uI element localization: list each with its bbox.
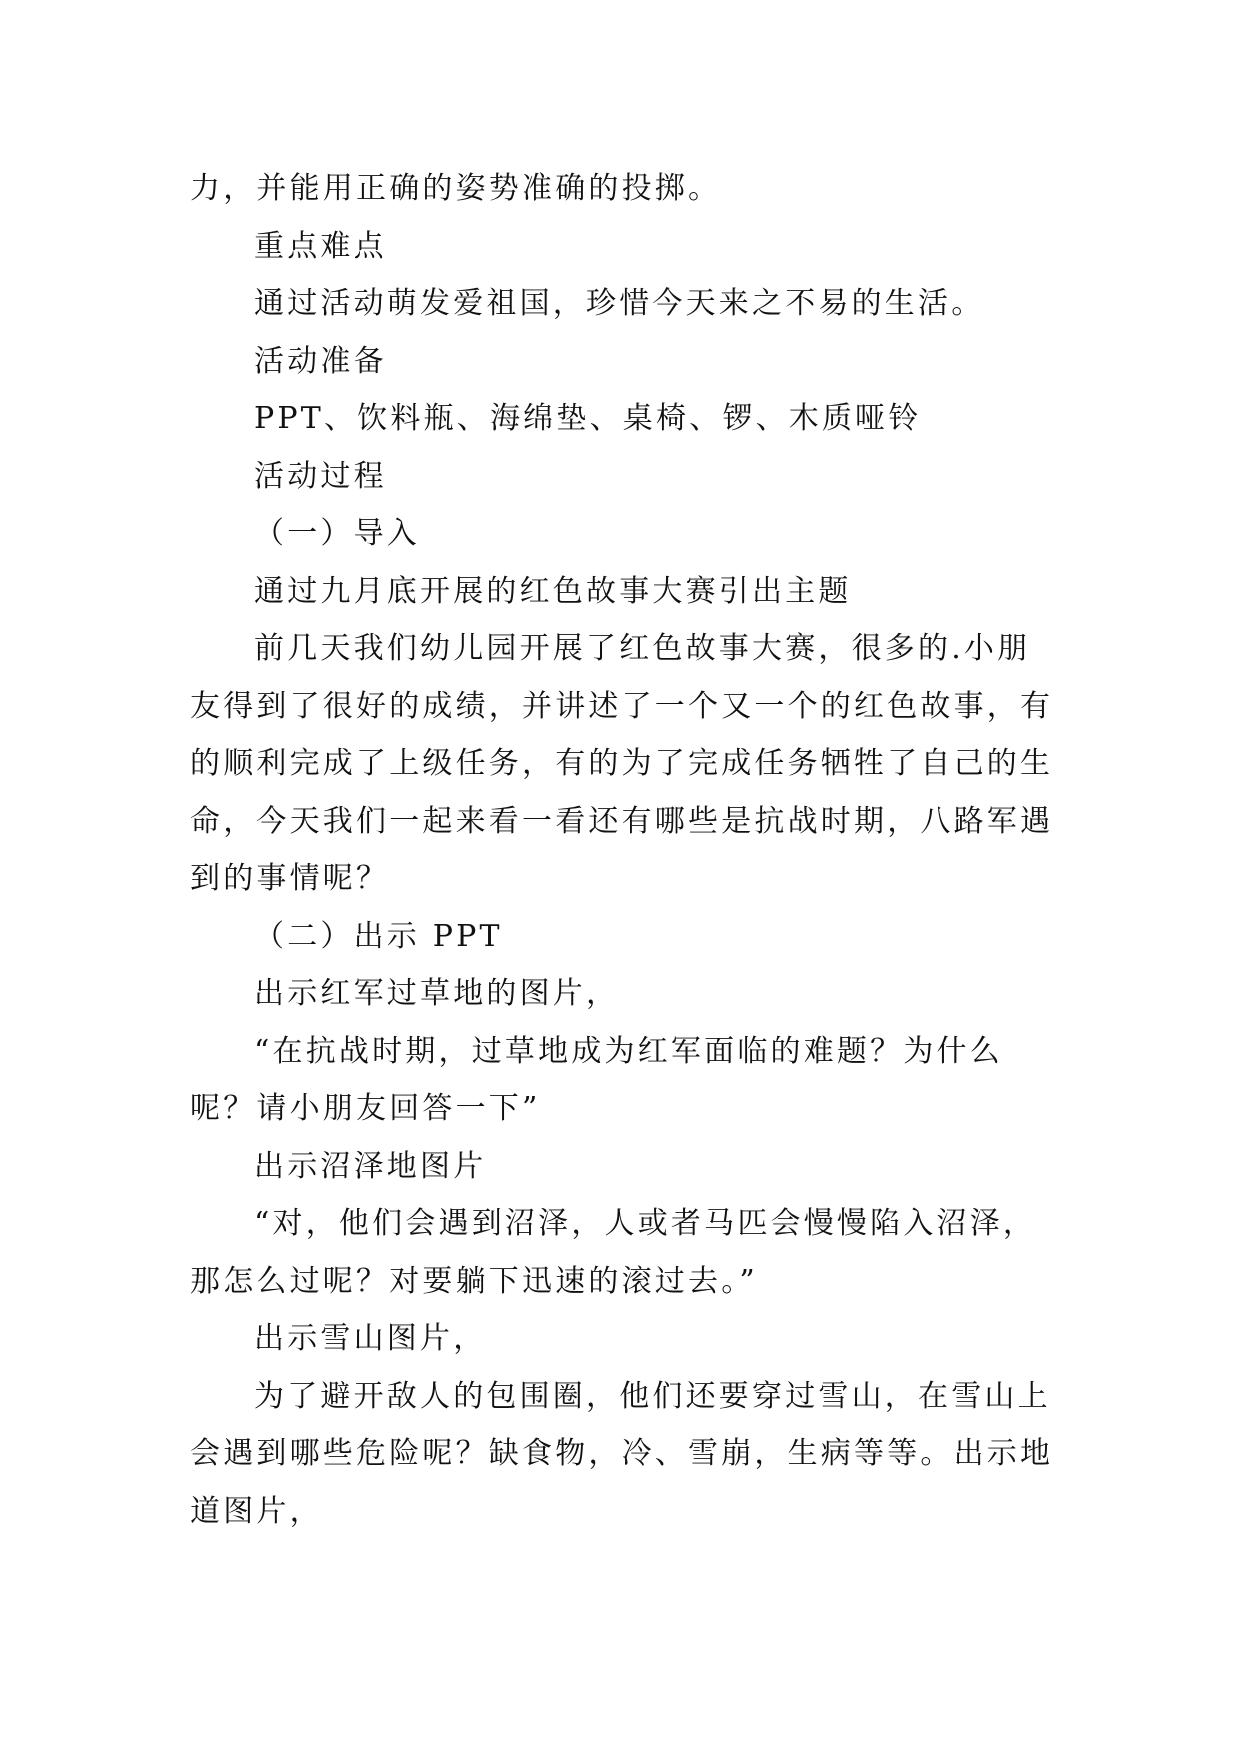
text-line: 通过活动萌发爱祖国，珍惜今天来之不易的生活。 [254,286,985,321]
text-line: 会遇到哪些危险呢？缺食物，冷、雪崩，生病等等。出示地 [190,1436,1054,1471]
text-line: 呢？请小朋友回答一下” [190,1091,541,1126]
text-line: （一）导入 [254,516,420,551]
text-line: （二）出示 PPT [254,918,503,954]
text-line: 道图片， [190,1493,323,1529]
text-line: 出示雪山图片， [254,1321,487,1356]
text-line: 重点难点 [254,228,387,264]
text-line: 活动准备 [254,343,387,379]
text-line: 通过九月底开展的红色故事大赛引出主题 [254,573,852,609]
text-line: 到的事情呢？ [190,861,390,896]
text-line: 命，今天我们一起来看一看还有哪些是抗战时期，八路军遇 [190,803,1054,839]
text-line: “对，他们会遇到沼泽，人或者马匹会慢慢陷入沼泽， [254,1206,1037,1241]
text-line: 活动过程 [254,458,387,494]
text-line: 出示红军过草地的图片， [254,976,620,1011]
text-line: 的顺利完成了上级任务，有的为了完成任务牺牲了自己的生 [190,746,1054,781]
text-line: 那怎么过呢？对要躺下迅速的滚过去。” [190,1263,758,1299]
text-line: 为了避开敌人的包围圈，他们还要穿过雪山，在雪山上 [254,1378,1051,1414]
text-line: PPT、饮料瓶、海绵垫、桌椅、锣、木质哑铃 [254,401,922,436]
text-line: 前几天我们幼儿园开展了红色故事大赛，很多的.小朋 [254,631,1031,666]
document-body [190,160,1060,1540]
text-line: 力，并能用正确的姿势准确的投掷。 [190,171,722,206]
text-line: “在抗战时期，过草地成为红军面临的难题？为什么 [254,1033,1003,1069]
text-line: 友得到了很好的成绩，并讲述了一个又一个的红色故事，有 [190,688,1054,724]
text-line: 出示沼泽地图片 [254,1148,487,1184]
